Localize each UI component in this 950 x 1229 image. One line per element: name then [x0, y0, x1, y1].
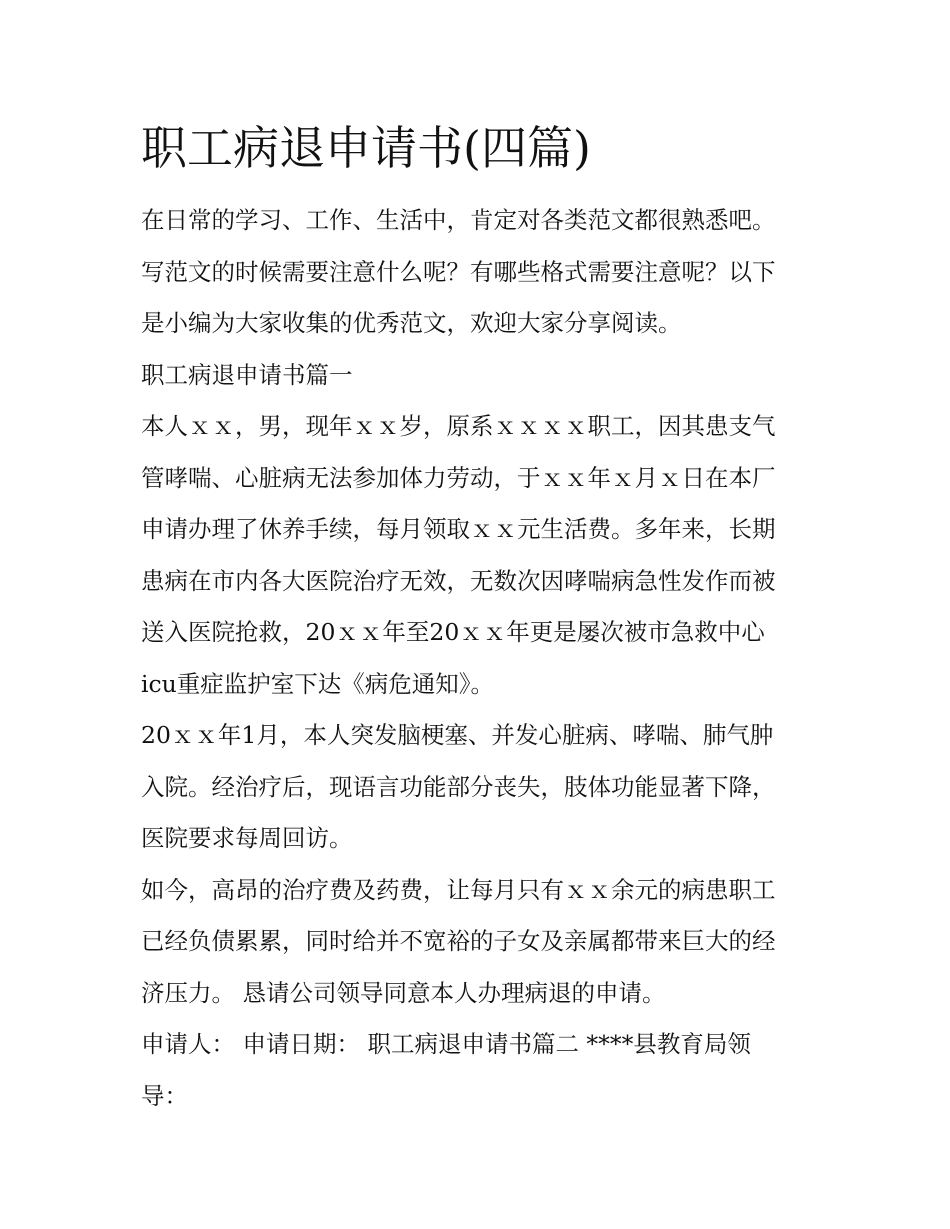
- body-line: 已经负债累累，同时给并不宽裕的子女及亲属都带来巨大的经: [141, 927, 776, 955]
- body-line: 20ｘｘ年1月，本人突发脑梗塞、并发心脏病、哮喘、肺气肿: [141, 721, 774, 749]
- body-line: 导：: [141, 1081, 188, 1110]
- body-line: 在日常的学习、工作、生活中，肯定对各类范文都很熟悉吧。: [141, 206, 776, 234]
- body-line: 申请办理了休养手续，每月领取ｘｘ元生活费。多年来，长期: [141, 515, 776, 543]
- body-line: 患病在市内各大医院治疗无效，无数次因哮喘病急性发作而被: [141, 566, 776, 595]
- document-title: 职工病退申请书(四篇): [141, 121, 591, 175]
- body-line: 医院要求每周回访。: [141, 824, 353, 852]
- section-heading: 职工病退申请书篇一: [141, 360, 353, 389]
- document-body: [141, 198, 821, 1125]
- body-line: 管哮喘、心脏病无法参加体力劳动，于ｘｘ年ｘ月ｘ日在本厂: [141, 463, 776, 492]
- body-line: 本人ｘｘ，男，现年ｘｘ岁，原系ｘｘｘｘ职工，因其患支气: [141, 412, 776, 440]
- body-line: 申请人： 申请日期： 职工病退申请书篇二 ****县教育局领: [141, 1030, 751, 1058]
- body-line: 入院。经治疗后，现语言功能部分丧失，肢体功能显著下降，: [141, 772, 776, 801]
- body-line: 如今，高昂的治疗费及药费，让每月只有ｘｘ余元的病患职工: [141, 875, 776, 904]
- body-line: 是小编为大家收集的优秀范文，欢迎大家分享阅读。: [141, 309, 682, 337]
- body-line: 济压力。 恳请公司领导同意本人办理病退的申请。: [141, 978, 666, 1007]
- body-line: icu重症监护室下达《病危通知》。: [141, 669, 495, 698]
- body-line: 送入医院抢救，20ｘｘ年至20ｘｘ年更是屡次被市急救中心: [141, 618, 765, 646]
- body-line: 写范文的时候需要注意什么呢？有哪些格式需要注意呢？以下: [141, 257, 776, 286]
